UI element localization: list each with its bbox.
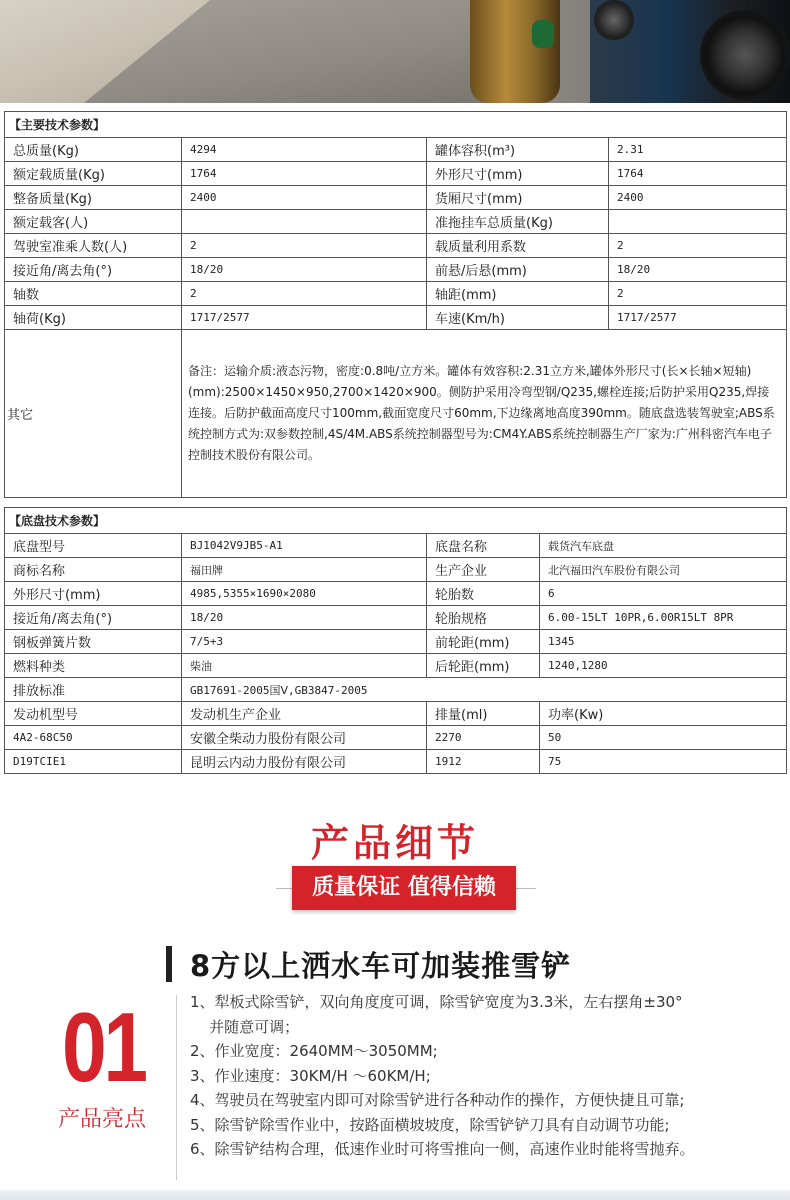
engine-model: D19TCIE1 — [5, 750, 182, 774]
main-param-label: 整备质量(Kg) — [5, 186, 182, 210]
main-param-label: 额定载客(人) — [5, 210, 182, 234]
chassis-param-label: 底盘型号 — [5, 534, 182, 558]
chassis-param-label: 钢板弹簧片数 — [5, 630, 182, 654]
main-param-label: 轴荷(Kg) — [5, 306, 182, 330]
engine-rows — [5, 726, 787, 774]
main-param-label: 准拖挂车总质量(Kg) — [427, 210, 609, 234]
engine-header-displacement: 排量(ml) — [427, 702, 540, 726]
chassis-param-label: 底盘名称 — [427, 534, 540, 558]
main-param-value: 2 — [182, 234, 427, 258]
main-param-value: 1764 — [609, 162, 787, 186]
main-param-row — [5, 306, 787, 330]
feature-item: 4、驾驶员在驾驶室内即可对除雪铲进行各种动作的操作，方便快捷且可靠; — [190, 1091, 685, 1109]
highlight-label: 产品亮点 — [58, 1107, 147, 1132]
chassis-param-label: 后轮距(mm) — [427, 654, 540, 678]
main-param-value: 2400 — [182, 186, 427, 210]
emission-label: 排放标准 — [5, 678, 182, 702]
main-param-label: 驾驶室准乘人数(人) — [5, 234, 182, 258]
chassis-param-row — [5, 630, 787, 654]
chassis-params-header: 【底盘技术参数】 — [5, 508, 787, 534]
main-param-row — [5, 234, 787, 258]
main-params-table — [4, 111, 787, 498]
chassis-param-label: 轮胎数 — [427, 582, 540, 606]
chassis-param-row — [5, 654, 787, 678]
vehicle-photo — [0, 0, 790, 103]
chassis-params-table — [4, 507, 787, 774]
main-param-value — [182, 210, 427, 234]
engine-displacement: 2270 — [427, 726, 540, 750]
main-param-label: 总质量(Kg) — [5, 138, 182, 162]
chassis-param-label: 商标名称 — [5, 558, 182, 582]
chassis-param-label: 轮胎规格 — [427, 606, 540, 630]
chassis-param-row — [5, 558, 787, 582]
chassis-param-value: 18/20 — [182, 606, 427, 630]
main-param-label: 罐体容积(m³) — [427, 138, 609, 162]
main-param-value: 4294 — [182, 138, 427, 162]
quality-tag: 质量保证 值得信赖 — [292, 866, 516, 910]
product-details-title: 产品细节 — [310, 821, 479, 865]
photo-wheel-left — [594, 0, 634, 40]
emission-value: GB17691-2005国Ⅴ,GB3847-2005 — [182, 678, 787, 702]
main-param-row — [5, 138, 787, 162]
feature-item: 5、除雪铲除雪作业中，按路面横坡坡度，除雪铲铲刀具有自动调节功能; — [190, 1115, 670, 1134]
chassis-param-value: 1240,1280 — [540, 654, 787, 678]
chassis-param-value: 6.00-15LT 10PR,6.00R15LT 8PR — [540, 606, 787, 630]
chassis-param-label: 外形尺寸(mm) — [5, 582, 182, 606]
engine-row — [5, 726, 787, 750]
main-param-label: 货厢尺寸(mm) — [427, 186, 609, 210]
main-param-value: 2 — [609, 282, 787, 306]
main-param-value: 2.31 — [609, 138, 787, 162]
chassis-param-value: 7/5+3 — [182, 630, 427, 654]
chassis-param-value: BJ1042V9JB5-A1 — [182, 534, 427, 558]
engine-maker: 安徽全柴动力股份有限公司 — [182, 726, 427, 750]
main-param-label: 轴距(mm) — [427, 282, 609, 306]
notes-text: 备注：运输介质:液态污物，密度:0.8吨/立方米。罐体有效容积:2.31立方米,罐体外形尺寸(长×长轴×短轴)(mm):2500×1450×950,2700×1420×900。侧防护采用冷弯型钢/Q235,螺栓连接;后防护采用Q235,焊接连接。后防护截面高度尺寸100mm,截面宽度尺寸60mm,下边缘离地高度390mm。随底盘选装驾驶室;ABS系统控制方式为:双参数控制,4S/4M.ABS系统控制器型号为:CM4Y.ABS系统控制器生产厂家为:广州科密汽车电子控制技术股份有限公司。 — [182, 330, 787, 498]
feature-number: 01 — [62, 992, 145, 1102]
main-param-label: 轴数 — [5, 282, 182, 306]
feature-item: 2、作业宽度：2640MM～3050MM; — [190, 1042, 438, 1060]
photo-wheel-right — [700, 10, 790, 100]
main-param-value: 1764 — [182, 162, 427, 186]
main-param-value: 2400 — [609, 186, 787, 210]
main-param-row — [5, 282, 787, 306]
main-param-label: 车速(Km/h) — [427, 306, 609, 330]
main-param-label: 接近角/离去角(°) — [5, 258, 182, 282]
feature-item: 并随意可调； — [190, 1017, 300, 1036]
chassis-param-value: 北汽福田汽车股份有限公司 — [540, 558, 787, 582]
chassis-param-label: 接近角/离去角(°) — [5, 606, 182, 630]
main-param-value — [609, 210, 787, 234]
engine-header-maker: 发动机生产企业 — [182, 702, 427, 726]
main-params-header: 【主要技术参数】 — [5, 112, 787, 138]
chassis-param-value: 福田牌 — [182, 558, 427, 582]
engine-power: 75 — [540, 750, 787, 774]
bottom-band — [0, 1190, 790, 1200]
engine-model: 4A2-68C50 — [5, 726, 182, 750]
main-param-label: 前悬/后悬(mm) — [427, 258, 609, 282]
feature-title-bar — [166, 946, 172, 982]
main-param-label: 载质量利用系数 — [427, 234, 609, 258]
feature-list — [190, 990, 785, 1162]
main-param-value: 1717/2577 — [182, 306, 427, 330]
engine-header-model: 发动机型号 — [5, 702, 182, 726]
engine-maker: 昆明云内动力股份有限公司 — [182, 750, 427, 774]
main-param-value: 2 — [182, 282, 427, 306]
feature-item: 6、除雪铲结构合理，低速作业时可将雪推向一侧，高速作业时能将雪抛弃。 — [190, 1140, 695, 1158]
engine-header-row — [5, 702, 787, 726]
other-label: 其它 — [5, 330, 182, 498]
main-param-label: 额定载质量(Kg) — [5, 162, 182, 186]
photo-worker — [470, 0, 560, 103]
main-param-value: 1717/2577 — [609, 306, 787, 330]
engine-power: 50 — [540, 726, 787, 750]
chassis-param-row — [5, 582, 787, 606]
main-param-row — [5, 210, 787, 234]
engine-displacement: 1912 — [427, 750, 540, 774]
main-param-value: 2 — [609, 234, 787, 258]
engine-row — [5, 750, 787, 774]
photo-glove — [532, 20, 554, 48]
main-params-rows — [5, 138, 787, 330]
chassis-param-row — [5, 606, 787, 630]
chassis-param-label: 前轮距(mm) — [427, 630, 540, 654]
feature-item: 3、作业速度：30KM/H ～60KM/H; — [190, 1066, 431, 1085]
chassis-param-value: 4985,5355×1690×2080 — [182, 582, 427, 606]
chassis-param-row — [5, 534, 787, 558]
chassis-param-value: 柴油 — [182, 654, 427, 678]
chassis-params-rows — [5, 534, 787, 678]
chassis-param-value: 6 — [540, 582, 787, 606]
feature-item: 1、犁板式除雪铲，双向角度度可调，除雪铲宽度为3.3米，左右摆角±30° — [190, 993, 683, 1011]
main-param-value: 18/20 — [609, 258, 787, 282]
feature-title: 8方以上洒水车可加装推雪铲 — [190, 949, 572, 983]
chassis-param-value: 载货汽车底盘 — [540, 534, 787, 558]
main-param-row — [5, 186, 787, 210]
main-param-label: 外形尺寸(mm) — [427, 162, 609, 186]
main-param-row — [5, 162, 787, 186]
engine-header-power: 功率(Kw) — [540, 702, 787, 726]
chassis-param-value: 1345 — [540, 630, 787, 654]
chassis-param-label: 燃料种类 — [5, 654, 182, 678]
main-param-value: 18/20 — [182, 258, 427, 282]
main-param-row — [5, 258, 787, 282]
feature-divider — [176, 995, 177, 1180]
chassis-param-label: 生产企业 — [427, 558, 540, 582]
